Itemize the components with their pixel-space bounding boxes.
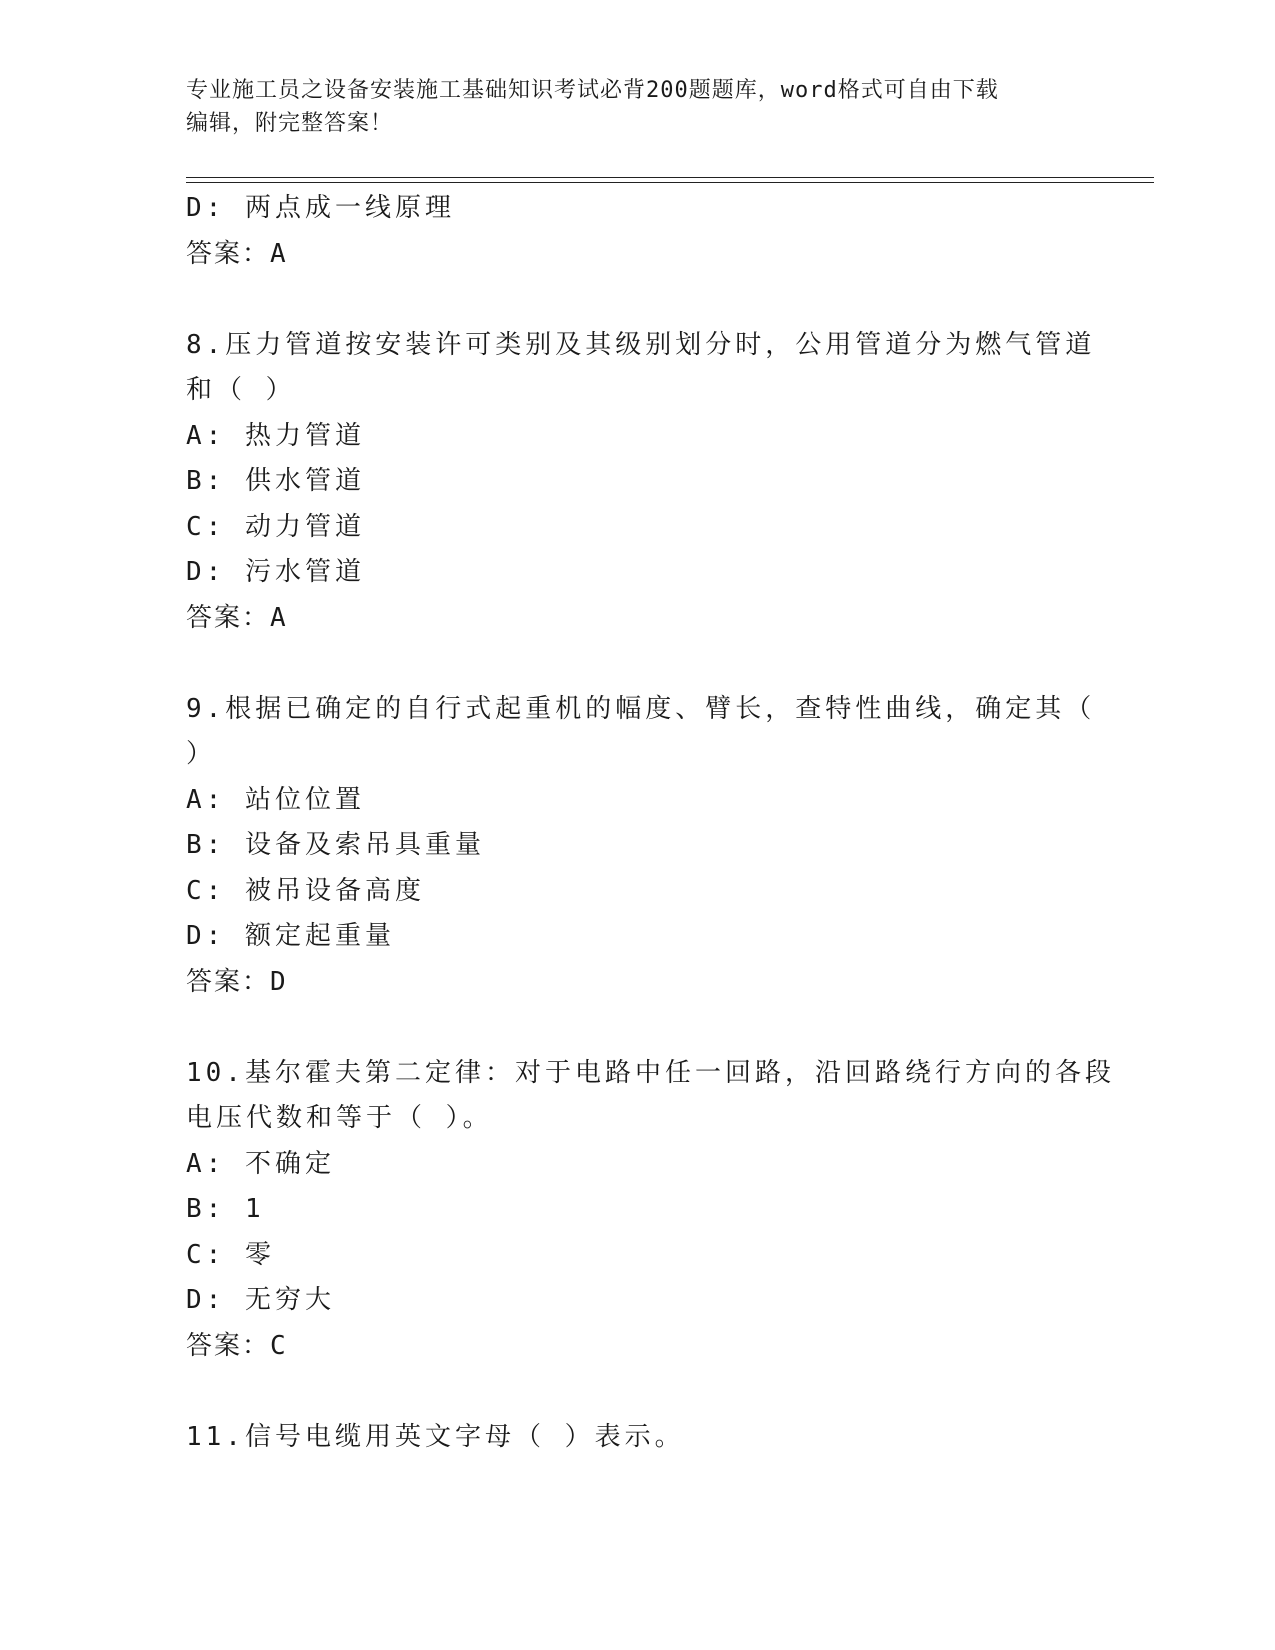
option-d: D: 两点成一线原理: [186, 193, 455, 223]
answer-line: 答案：C: [186, 1330, 288, 1361]
question-item: [186, 687, 1096, 1006]
spacer: [186, 1005, 1086, 1051]
option-d: D: 无穷大: [186, 1285, 335, 1315]
question-list: [186, 186, 1115, 1460]
option-b: B: 设备及索吊具重量: [186, 830, 485, 860]
question-item: [186, 1415, 1086, 1461]
answer-line: 答案：D: [186, 966, 288, 997]
question-stem: 8.压力管道按安装许可类别及其级别划分时，公用管道分为燃气管道: [186, 329, 1096, 360]
question-stem: 10.基尔霍夫第二定律：对于电路中任一回路，沿回路绕行方向的各段: [186, 1057, 1115, 1088]
spacer: [186, 641, 1086, 687]
option-c: C: 零: [186, 1239, 275, 1270]
header-title-line-1: 专业施工员之设备安装施工基础知识考试必背200题题库，word格式可自由下载: [186, 78, 999, 103]
answer-line: 答案：A: [186, 602, 288, 633]
option-a: A: 站位位置: [186, 784, 365, 815]
answer-line: 答案：A: [186, 238, 288, 269]
document-header: [186, 74, 1066, 140]
option-c: C: 被吊设备高度: [186, 875, 425, 906]
option-c: C: 动力管道: [186, 511, 365, 542]
header-divider-bottom: [186, 182, 1154, 183]
question-stem-continued: ）: [186, 739, 217, 769]
question-item: [186, 323, 1096, 642]
option-b: B: 1: [186, 1194, 265, 1224]
option-b: B: 供水管道: [186, 466, 365, 496]
option-d: D: 污水管道: [186, 557, 365, 587]
option-d: D: 额定起重量: [186, 921, 395, 951]
question-stem-continued: 和（ ）: [186, 375, 296, 405]
header-divider-top: [186, 177, 1154, 178]
spacer: [186, 277, 1086, 323]
question-item: [186, 1051, 1115, 1370]
spacer: [186, 1369, 1086, 1415]
question-stem: 9.根据已确定的自行式起重机的幅度、臂长，查特性曲线，确定其（: [186, 693, 1096, 724]
option-a: A: 热力管道: [186, 420, 365, 451]
question-stem-continued: 电压代数和等于（ ）。: [186, 1103, 493, 1133]
question-stem: 11.信号电缆用英文字母（ ）表示。: [186, 1421, 685, 1452]
option-a: A: 不确定: [186, 1148, 335, 1179]
header-title-line-2: 编辑，附完整答案！: [186, 111, 394, 136]
